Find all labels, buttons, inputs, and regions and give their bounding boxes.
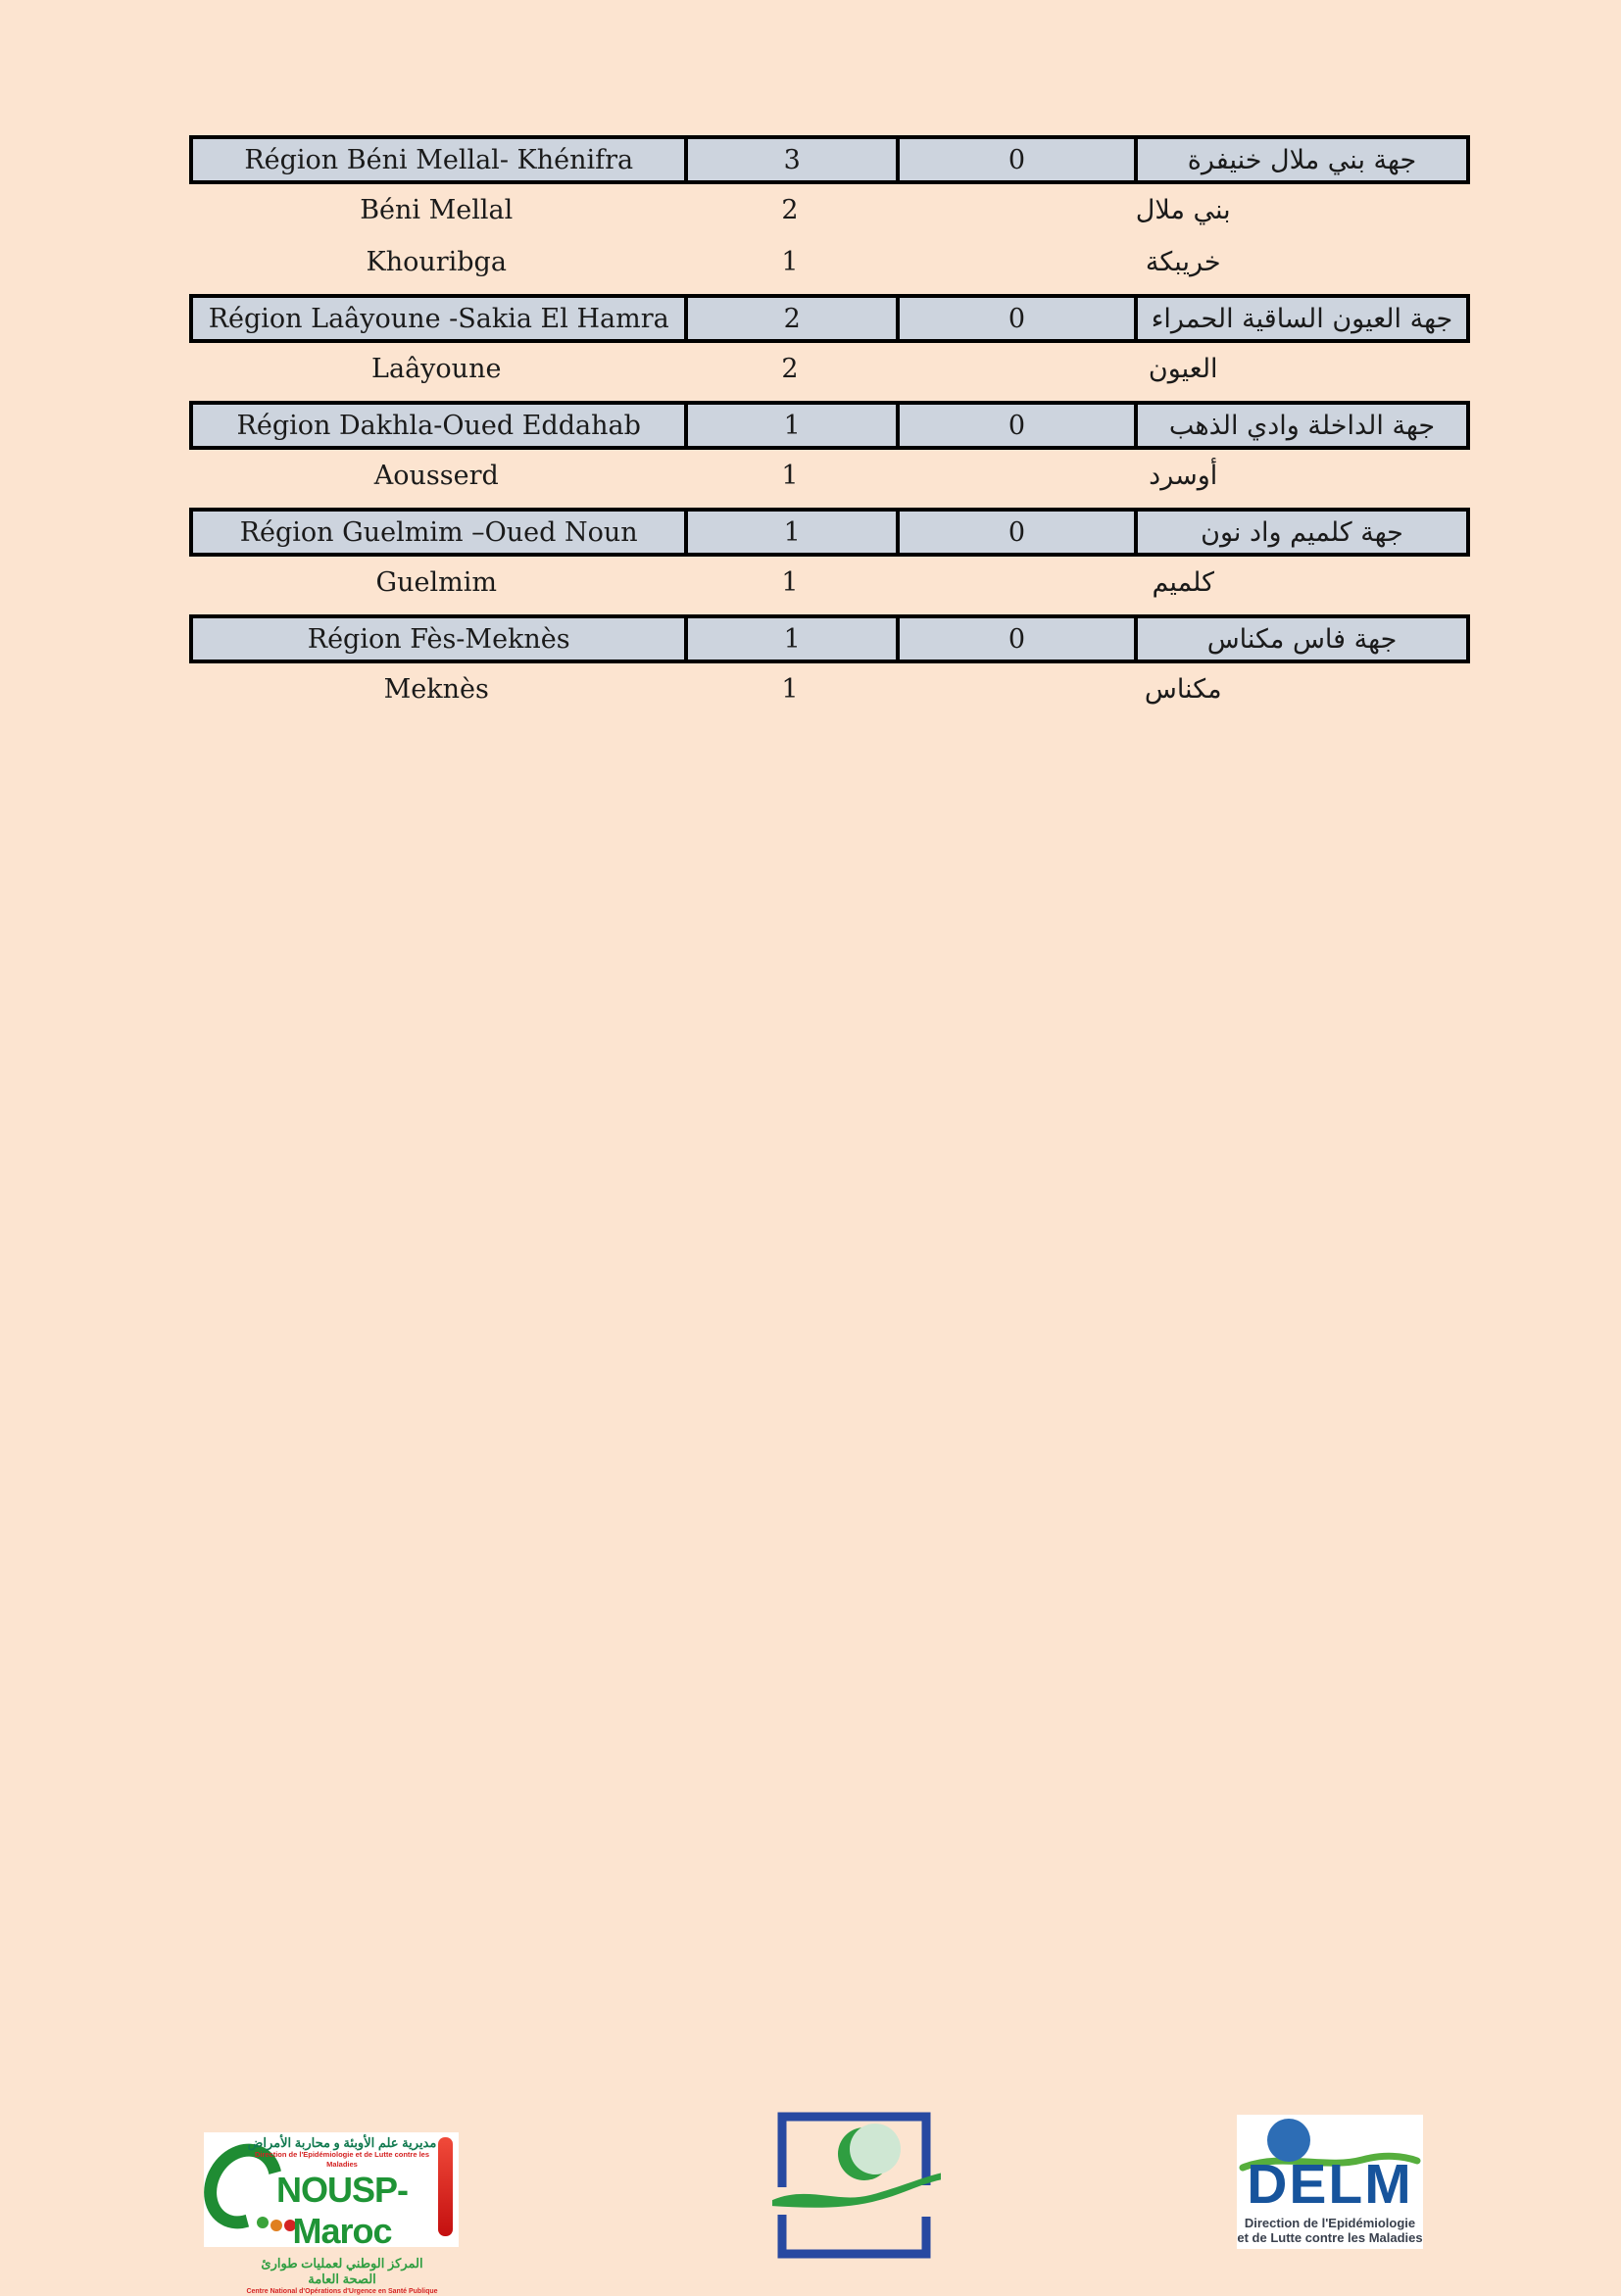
ministry-logo-icon xyxy=(772,2107,941,2262)
region-row xyxy=(189,508,1470,557)
delm-subtitle-line2: et de Lutte contre les Maladies xyxy=(1237,2229,1423,2245)
region-name-fr: Région Fès-Meknès xyxy=(307,623,570,655)
region-zero: 0 xyxy=(896,139,1134,180)
city-name-ar: أوسرد xyxy=(1149,461,1218,491)
region-zero: 0 xyxy=(896,298,1134,339)
region-group xyxy=(189,508,1470,609)
delm-logo xyxy=(1237,2115,1423,2249)
delm-subtitle xyxy=(1237,2217,1423,2245)
region-row xyxy=(189,135,1470,184)
region-group xyxy=(189,401,1470,502)
region-group xyxy=(189,614,1470,715)
delm-name: DELM xyxy=(1247,2153,1413,2216)
city-name-fr: Laâyoune xyxy=(371,354,502,384)
nousp-arabic-title: مديرية علم الأوبئة و محاربة الأمراض xyxy=(247,2135,437,2150)
city-count: 1 xyxy=(781,247,799,277)
region-name-ar: جهة بني ملال خنيفرة xyxy=(1134,139,1466,180)
city-name-ar: خريبكة xyxy=(1145,247,1221,277)
region-name-fr: Région Dakhla-Oued Eddahab xyxy=(236,410,641,441)
region-count: 1 xyxy=(684,618,896,659)
region-row xyxy=(189,294,1470,343)
region-name-ar: جهة فاس مكناس xyxy=(1134,618,1466,659)
region-count: 2 xyxy=(684,298,896,339)
region-group xyxy=(189,135,1470,288)
city-name-fr: Guelmim xyxy=(375,567,497,598)
city-count: 2 xyxy=(781,354,799,384)
city-count: 1 xyxy=(781,461,799,491)
region-zero: 0 xyxy=(896,405,1134,446)
city-row xyxy=(189,450,1470,502)
region-zero: 0 xyxy=(896,618,1134,659)
city-row xyxy=(189,236,1470,288)
region-group xyxy=(189,294,1470,395)
city-name-fr: Khouribga xyxy=(366,247,507,277)
ministry-health-logo xyxy=(772,2107,941,2262)
nousp-maroc-logo xyxy=(204,2132,459,2295)
city-name-fr: Aousserd xyxy=(373,461,499,491)
city-count: 1 xyxy=(781,567,799,598)
city-name-ar: كلميم xyxy=(1152,567,1214,598)
region-zero: 0 xyxy=(896,512,1134,553)
nousp-french-title: Direction de l'Epidémiologie et de Lutte contre les Maladies xyxy=(254,2150,430,2169)
region-name-fr: Région Laâyoune -Sakia El Hamra xyxy=(208,303,669,334)
region-table xyxy=(189,135,1470,715)
city-name-ar: بني ملال xyxy=(1135,195,1231,225)
nousp-arabic-subtitle: المركز الوطني لعمليات طوارئ الصحة العامة xyxy=(261,2256,423,2286)
city-row xyxy=(189,184,1470,236)
city-count: 1 xyxy=(781,674,799,705)
region-row xyxy=(189,614,1470,663)
region-row xyxy=(189,401,1470,450)
nousp-name: NOUSP-Maroc xyxy=(275,2170,408,2251)
city-name-fr: Béni Mellal xyxy=(360,195,514,225)
nousp-french-subtitle: Centre National d'Opérations d'Urgence en Santé Publique xyxy=(246,2288,438,2295)
nousp-text-block xyxy=(245,2135,439,2296)
city-name-ar: مكناس xyxy=(1144,674,1222,705)
delm-subtitle-line1: Direction de l'Epidémiologie xyxy=(1244,2216,1416,2230)
city-row xyxy=(189,343,1470,395)
region-name-fr: Région Guelmim –Oued Noun xyxy=(239,516,638,548)
city-name-fr: Meknès xyxy=(383,674,489,705)
city-row xyxy=(189,663,1470,715)
city-name-ar: العيون xyxy=(1148,354,1218,384)
region-name-fr: Région Béni Mellal- Khénifra xyxy=(244,144,634,175)
region-count: 3 xyxy=(684,139,896,180)
city-row xyxy=(189,557,1470,609)
region-name-ar: جهة الداخلة وادي الذهب xyxy=(1134,405,1466,446)
nousp-red-bar-icon xyxy=(438,2137,453,2236)
region-name-ar: جهة كلميم واد نون xyxy=(1134,512,1466,553)
city-count: 2 xyxy=(781,195,799,225)
region-count: 1 xyxy=(684,512,896,553)
region-name-ar: جهة العيون الساقية الحمراء xyxy=(1134,298,1466,339)
region-count: 1 xyxy=(684,405,896,446)
